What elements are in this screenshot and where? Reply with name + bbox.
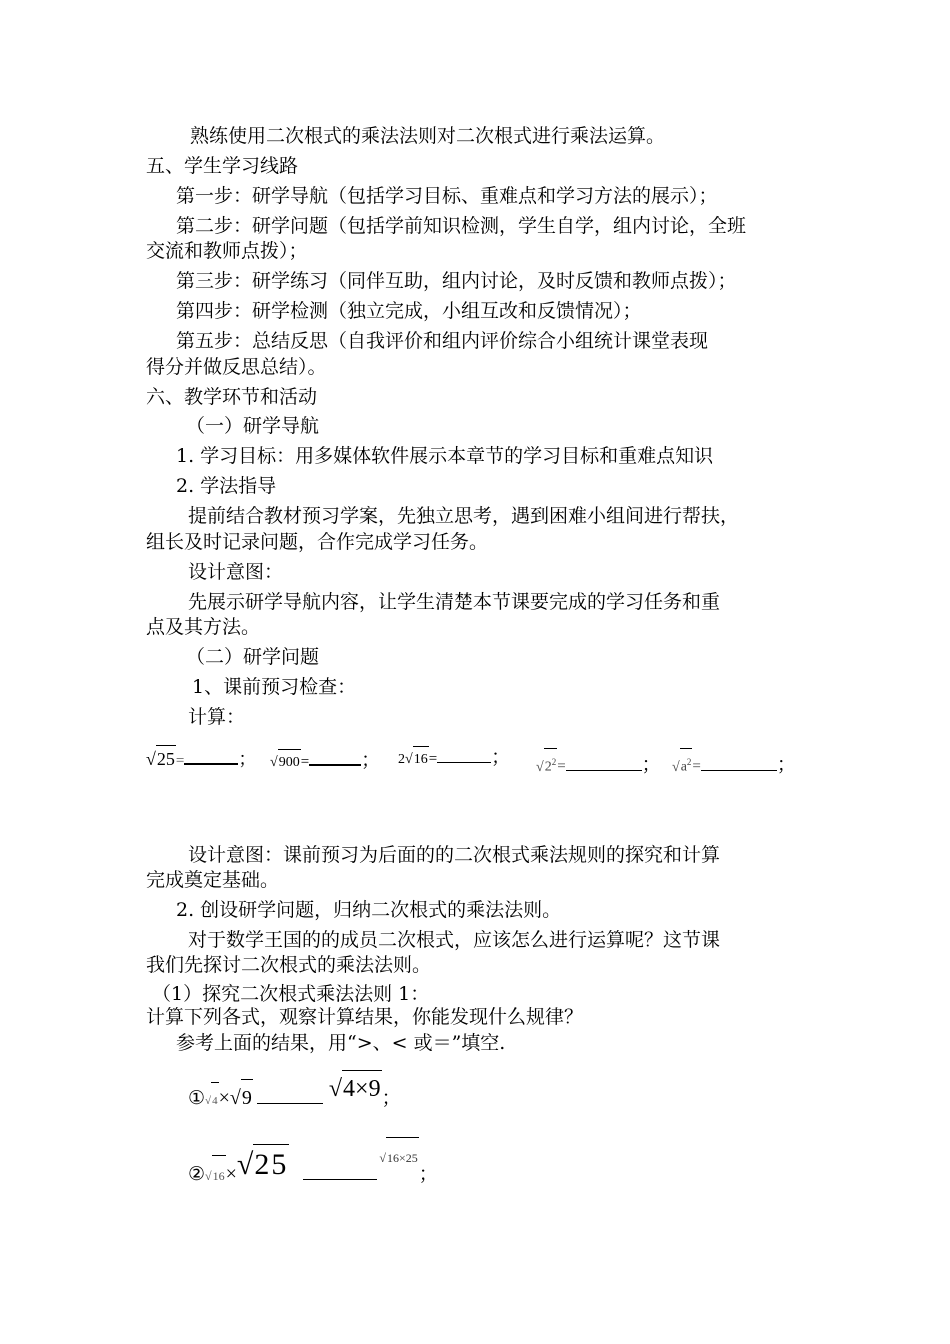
radical-icon: √ [536, 759, 544, 775]
radical-icon: √ [205, 1095, 212, 1107]
subsection-heading: （一）研学导航 [186, 415, 320, 437]
text-line: 2. 学法指导 [176, 475, 277, 497]
text-line: 第四步：研学检测（独立完成，小组互改和反馈情况）； [176, 300, 642, 322]
text-line: 完成奠定基础。 [146, 869, 280, 891]
answer-blank[interactable] [309, 764, 361, 766]
text-line: 1. 学习目标：用多媒体软件展示本章节的学习目标和重难点知识 [176, 445, 714, 467]
math-expression-sqrt-25: √25= ； [146, 745, 256, 774]
answer-blank[interactable] [184, 763, 238, 765]
radical-icon: √ [328, 1076, 343, 1102]
text-line: 交流和教师点拨）； [146, 240, 308, 262]
section-heading: 五、学生学习线路 [146, 155, 299, 177]
radical-icon: √ [229, 1087, 241, 1109]
radical-icon: √ [405, 752, 413, 767]
text-line: （1）探究二次根式乘法法则 1： [152, 983, 430, 1005]
comparison-blank[interactable] [257, 1103, 323, 1104]
text-line: 参考上面的结果，用“>、< 或＝”填空. [176, 1032, 506, 1054]
text-line: 设计意图： [188, 561, 284, 583]
comparison-blank[interactable] [303, 1179, 377, 1180]
text-line: 第三步：研学练习（同伴互助，组内讨论，及时反馈和教师点拨）； [176, 270, 737, 292]
text-line: 1、课前预习检查： [192, 676, 357, 698]
text-line: 先展示研学导航内容，让学生清楚本节课要完成的学习任务和重 [188, 591, 721, 613]
answer-blank[interactable] [437, 762, 491, 763]
text-line: 我们先探讨二次根式的乘法法则。 [146, 954, 432, 976]
comparison-2: ②√16×√25 √16×25； [188, 1150, 438, 1196]
radical-icon: √ [270, 755, 278, 770]
subsection-heading: （二）研学问题 [186, 646, 320, 668]
text-line: 计算： [188, 706, 246, 728]
radical-icon: √ [205, 1169, 212, 1183]
section-heading: 六、教学环节和活动 [146, 386, 318, 408]
text-line: 2. 创设研学问题，归纳二次根式的乘法法则。 [176, 899, 562, 921]
radical-icon: √ [379, 1151, 386, 1165]
text-line: 第五步：总结反思（自我评价和组内评价综合小组统计课堂表现 [176, 330, 709, 352]
text-line: 对于数学王国的的成员二次根式，应该怎么进行运算呢？这节课 [188, 929, 721, 951]
math-expression-sqrt-2-squared: $√2^2=$ ； [536, 748, 661, 781]
text-line: 计算下列各式，观察计算结果，你能发现什么规律？ [146, 1006, 584, 1028]
answer-blank[interactable] [701, 770, 777, 771]
answer-blank[interactable] [566, 770, 642, 771]
math-expression-sqrt-a-squared: $√a^2=$ ； [672, 748, 796, 781]
radical-icon: √ [236, 1148, 254, 1181]
text-line: 得分并做反思总结）。 [146, 356, 327, 378]
text-line: 设计意图：课前预习为后面的的二次根式乘法规则的探究和计算 [188, 844, 721, 866]
radical-icon: √ [672, 759, 680, 775]
text-line: 熟练使用二次根式的乘法法则对二次根式进行乘法运算。 [190, 125, 666, 147]
text-line: 点及其方法。 [146, 616, 261, 638]
text-line: 第一步：研学导航（包括学习目标、重难点和学习方法的展示）； [176, 185, 718, 207]
math-expression-sqrt-900: √900= ； [270, 748, 380, 776]
radical-icon: √ [146, 749, 156, 769]
text-line: 提前结合教材预习学案，先独立思考，遇到困难小组间进行帮扶， [188, 505, 740, 527]
text-line: 组长及时记录问题，合作完成学习任务。 [146, 531, 489, 553]
math-expression-2-sqrt-16: 2√16= ； [398, 745, 510, 773]
comparison-1: ①√4×√9 √4×9； [188, 1078, 401, 1119]
text-line: 第二步：研学问题（包括学前知识检测，学生自学，组内讨论，全班 [176, 215, 747, 237]
